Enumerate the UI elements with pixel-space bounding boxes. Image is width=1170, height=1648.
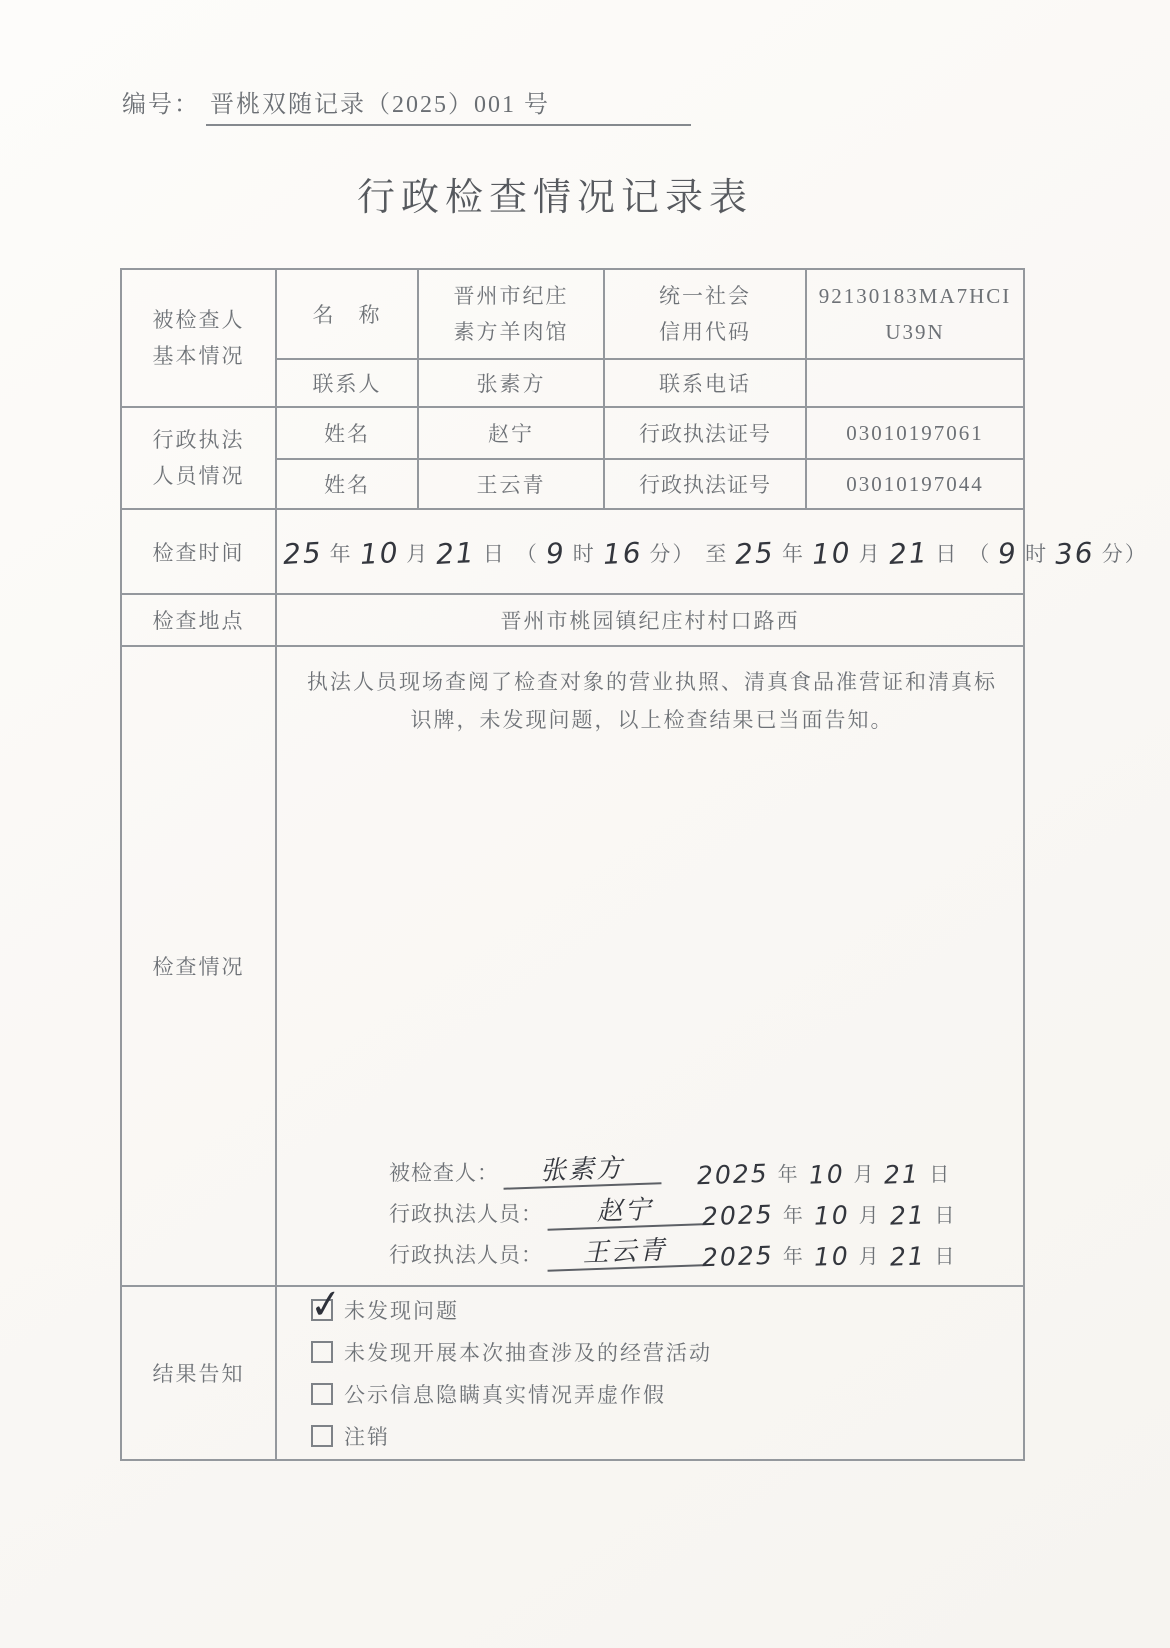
inspection-situation-label: 检查情况	[121, 646, 276, 1286]
credit-code-label: 统一社会 信用代码	[604, 269, 806, 359]
time-start-minute: 16	[601, 535, 644, 572]
result-options-cell	[276, 1278, 1024, 1460]
result-option-no-activity: 未发现开展本次抽查涉及的经营活动	[311, 1331, 1019, 1373]
inspection-situation-cell	[276, 646, 1024, 1286]
phone-value	[806, 359, 1024, 407]
doc-number-label: 编号：	[122, 92, 200, 118]
officer-name: 赵宁	[418, 407, 604, 459]
result-option-no-problem: ✓ 未发现问题	[308, 1278, 459, 1330]
checkbox-icon	[311, 1425, 333, 1447]
inspection-time-value: 25 年 10 月 21 日 （ 9 时 16 分） 至 25 年 10 月 21 日 （ 9 时 36 分）	[276, 509, 1024, 594]
inspection-location-label: 检查地点	[121, 594, 276, 646]
inspection-location-value: 晋州市桃园镇纪庄村村口路西	[276, 594, 1024, 646]
result-notice-label: 结果告知	[121, 1286, 276, 1460]
signature-officer-1: 赵宁	[546, 1193, 702, 1230]
contact-name: 张素方	[418, 359, 604, 407]
checkbox-checked-icon	[308, 1278, 346, 1330]
officer-cert-label: 行政执法证号	[604, 407, 806, 459]
doc-number-value: 晋桃双随记录（2025）001 号	[206, 84, 691, 126]
officer-name-label: 姓名	[276, 459, 418, 509]
signature-block	[277, 1146, 1023, 1285]
signature-officer-2: 王云青	[546, 1234, 702, 1271]
officer-cert-no: 03010197044	[806, 459, 1024, 509]
phone-label: 联系电话	[604, 359, 806, 407]
signature-row-officer-1: 行政执法人员： 赵宁 2025 年 10 月 21 日	[389, 1187, 997, 1228]
time-start-year: 25	[282, 535, 324, 572]
time-end-hour: 9	[997, 536, 1019, 571]
signature-row-officer-2: 行政执法人员： 王云青 2025 年 10 月 21 日	[389, 1228, 997, 1269]
officer-cert-label: 行政执法证号	[604, 459, 806, 509]
time-end-minute: 36	[1054, 535, 1096, 572]
time-start-day: 21	[435, 535, 477, 572]
signature-inspected-party: 张素方	[502, 1152, 661, 1189]
inspection-findings-text: 执法人员现场查阅了检查对象的营业执照、清真食品准营证和清真标识牌，未发现问题，以上检查结果已当面告知。	[307, 670, 997, 732]
page-title: 行政检查情况记录表	[356, 177, 753, 219]
contact-label: 联系人	[276, 359, 418, 407]
inspection-time-label: 检查时间	[121, 509, 276, 594]
signature-row-inspected-party: 被检查人： 张素方 2025 年 10 月 21 日	[389, 1146, 997, 1187]
result-option-deregistered: 注销	[311, 1415, 1019, 1457]
officer-cert-no: 03010197061	[806, 407, 1024, 459]
business-name: 晋州市纪庄 素方羊肉馆	[418, 269, 604, 359]
result-option-concealed-info: 公示信息隐瞒真实情况弄虚作假	[311, 1373, 1019, 1415]
doc-number	[122, 84, 691, 126]
inspection-record-table	[120, 268, 1148, 1461]
signature-date: 2025 年 10 月 21 日	[701, 1240, 957, 1273]
inspected-party-section-label: 被检查人 基本情况	[121, 269, 276, 407]
time-end-month: 10	[811, 535, 853, 572]
signature-date: 2025 年 10 月 21 日	[701, 1199, 957, 1232]
officer-name-label: 姓名	[276, 407, 418, 459]
time-start-month: 10	[358, 535, 401, 572]
checkmark-icon: ✓	[308, 1278, 346, 1330]
time-end-year: 25	[734, 535, 776, 572]
name-label: 名 称	[276, 269, 418, 359]
signature-date: 2025 年 10 月 21 日	[696, 1158, 952, 1191]
time-start-hour: 9	[545, 536, 567, 571]
checkbox-icon	[311, 1383, 333, 1405]
officer-name: 王云青	[418, 459, 604, 509]
time-end-day: 21	[887, 535, 930, 572]
credit-code-value: 92130183MA7HCI U39N	[806, 269, 1024, 359]
checkbox-icon	[311, 1341, 333, 1363]
officers-section-label: 行政执法 人员情况	[121, 407, 276, 509]
